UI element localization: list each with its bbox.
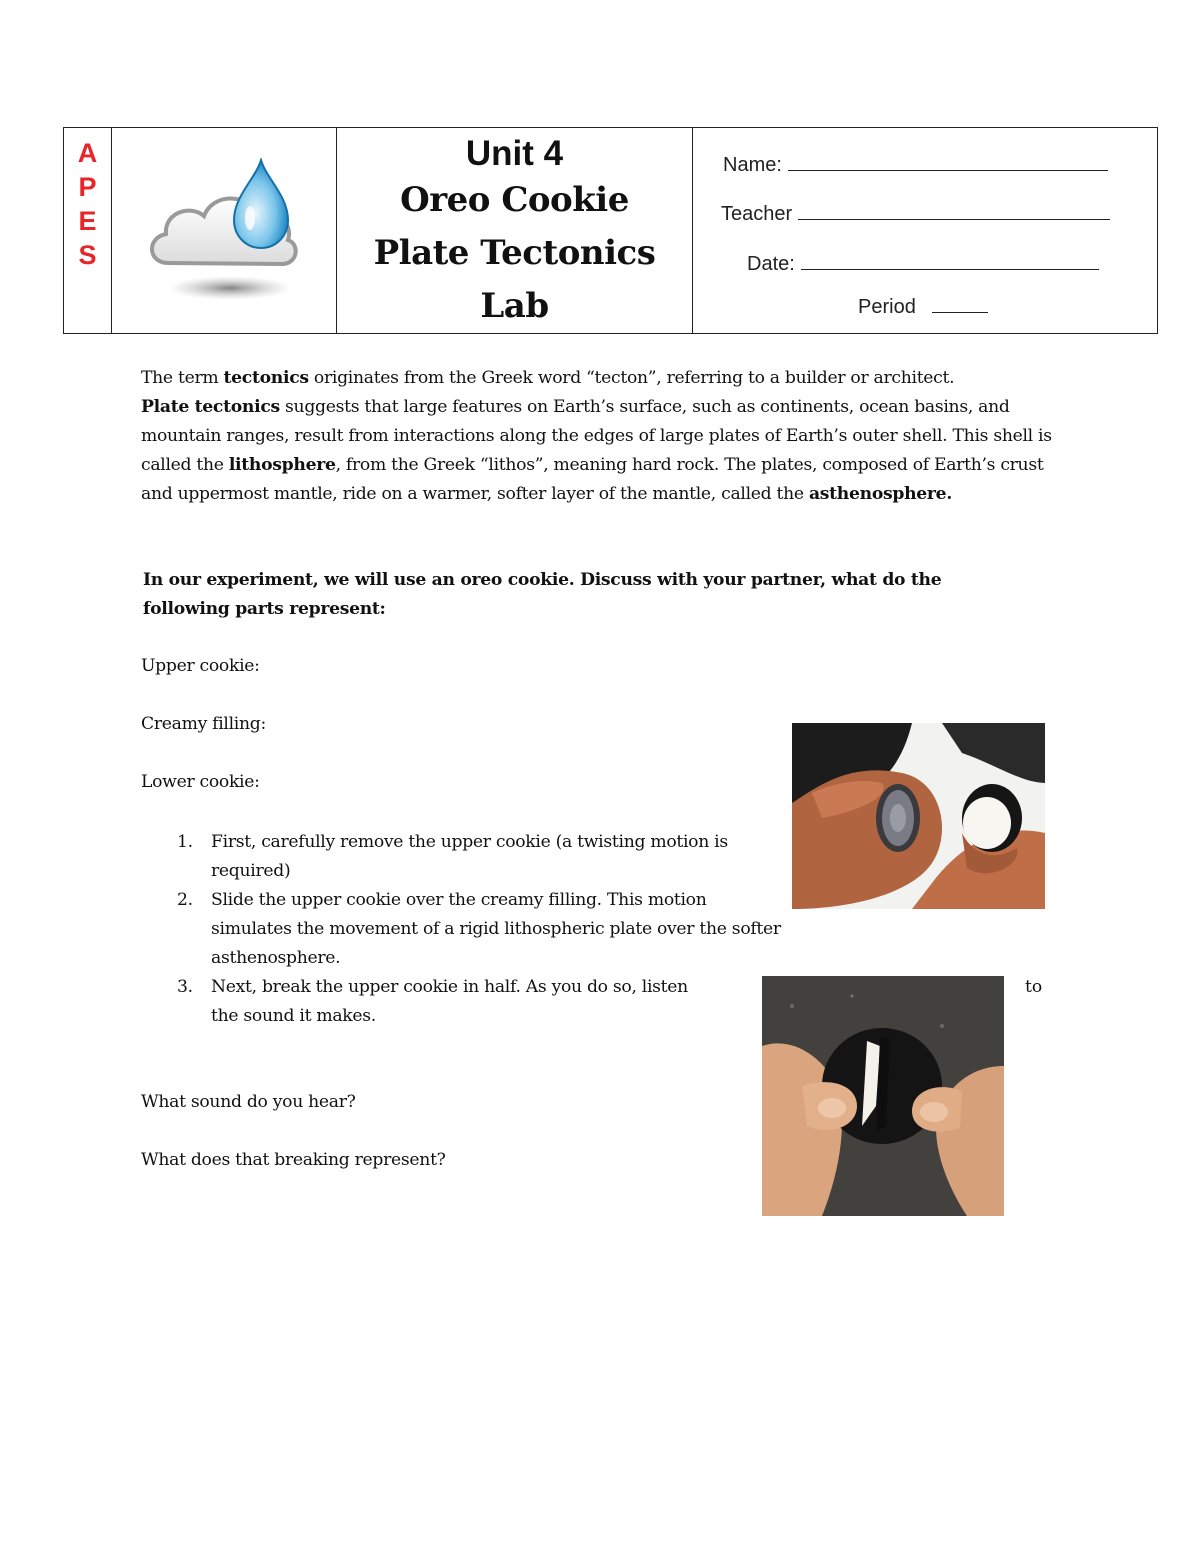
step-number: 1. bbox=[177, 832, 193, 852]
date-field[interactable] bbox=[747, 249, 1099, 276]
intro-text: suggests that large features on Earth’s surface, such as continents, ocean basins, and mountain ranges, result from interactions along the edges of large plates of Earth’s outer shell. This shell is called the bbox=[141, 397, 1052, 475]
step-text: First, carefully remove the upper cookie (a twisting motion is required) bbox=[211, 832, 728, 881]
creamy-filling-label: Creamy filling: bbox=[141, 714, 266, 734]
apes-letter-e: E bbox=[78, 206, 97, 236]
question-breaking: What does that breaking represent? bbox=[141, 1150, 446, 1170]
apes-letter-a: A bbox=[77, 138, 98, 168]
date-blank[interactable] bbox=[801, 249, 1099, 270]
step-text: Slide the upper cookie over the creamy filling. This motion simulates the movement of a rigid lithospheric plate over the softer asthenosphere. bbox=[211, 890, 781, 968]
cloud-water-drop-icon bbox=[138, 158, 308, 308]
title-line-2: Plate Tectonics bbox=[373, 233, 656, 273]
oreo-breaking-photo bbox=[762, 976, 1004, 1216]
period-label: Period bbox=[858, 296, 916, 318]
lower-cookie-label: Lower cookie: bbox=[141, 772, 260, 792]
upper-cookie-label: Upper cookie: bbox=[141, 656, 260, 676]
intro-text: The term bbox=[141, 368, 224, 388]
teacher-blank[interactable] bbox=[798, 199, 1110, 220]
student-info-cell bbox=[693, 128, 1157, 333]
term-lithosphere: lithosphere bbox=[228, 455, 336, 475]
step-number: 3. bbox=[177, 977, 193, 997]
unit-label: Unit 4 bbox=[465, 134, 564, 173]
term-plate-tectonics: Plate tectonics bbox=[141, 397, 280, 417]
teacher-label: Teacher bbox=[721, 203, 793, 225]
name-field[interactable] bbox=[723, 150, 1108, 177]
procedure-steps bbox=[141, 828, 781, 1031]
step-text: Next, break the upper cookie in half. As you do so, listen bbox=[211, 977, 688, 997]
teacher-field[interactable] bbox=[721, 199, 1110, 226]
date-label: Date: bbox=[747, 253, 795, 275]
header-table bbox=[63, 127, 1158, 334]
name-label: Name: bbox=[723, 154, 782, 176]
intro-text: , from the Greek “lithos”, meaning hard rock. The plates, composed of Earth’s crust and uppermost mantle, ride on a warmer, softer layer of the mantle, called the bbox=[141, 455, 1044, 504]
list-item bbox=[141, 828, 781, 886]
term-asthenosphere: asthenosphere. bbox=[808, 484, 952, 504]
period-field[interactable] bbox=[858, 292, 988, 319]
period-blank[interactable] bbox=[932, 292, 988, 313]
intro-paragraph bbox=[141, 364, 1071, 509]
step-text-continued: the sound it makes. bbox=[211, 1006, 376, 1026]
term-tectonics: tectonics bbox=[223, 368, 309, 388]
step-number: 2. bbox=[177, 890, 193, 910]
list-item bbox=[141, 973, 781, 1031]
prompt-paragraph bbox=[143, 566, 1023, 624]
name-blank[interactable] bbox=[788, 150, 1108, 171]
step-text-to: to bbox=[1025, 977, 1043, 997]
apes-letter-p: P bbox=[78, 172, 97, 202]
apes-column bbox=[64, 128, 112, 333]
title-cell bbox=[337, 128, 693, 333]
apes-letter-s: S bbox=[78, 240, 97, 270]
logo-cell bbox=[112, 128, 337, 333]
list-item bbox=[141, 886, 781, 973]
prompt-text: In our experiment, we will use an oreo cookie. Discuss with your partner, what do the following parts represent: bbox=[143, 570, 942, 619]
question-sound: What sound do you hear? bbox=[141, 1092, 356, 1112]
title-line-1: Oreo Cookie bbox=[400, 180, 629, 220]
intro-text: originates from the Greek word “tecton”, referring to a builder or architect. bbox=[308, 368, 955, 388]
oreo-separated-photo bbox=[792, 723, 1045, 909]
title-line-3: Lab bbox=[480, 286, 549, 326]
